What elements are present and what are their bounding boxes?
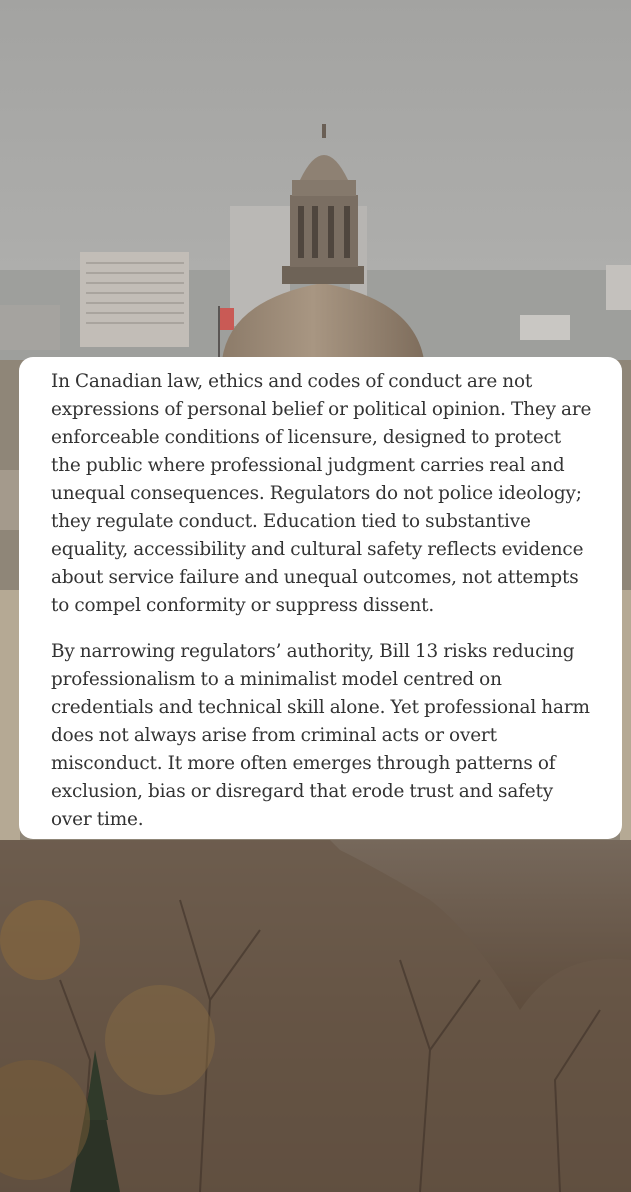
article-text-card <box>19 357 622 839</box>
paragraph-2: By narrowing regulators’ authority, Bill 13 risks reducing professionalism to a minimalist model centred on credentials and technical skill alone. Yet professional harm does not always arise from criminal acts or overt misconduct. It more often emerges through patterns of exclusion, bias or disregard that erode trust and safety over time. <box>51 641 590 830</box>
paragraph-1: In Canadian law, ethics and codes of conduct are not expressions of personal belief or political opinion. They are enforceable conditions of licensure, designed to protect the public where professional judgment carries real and unequal consequences. Regulators do not police ideology; they regulate conduct. Education tied to substantive equality, accessibility and cultural safety reflects evidence about service failure and unequal outcomes, not attempts to compel conformity or suppress dissent. <box>51 371 592 616</box>
